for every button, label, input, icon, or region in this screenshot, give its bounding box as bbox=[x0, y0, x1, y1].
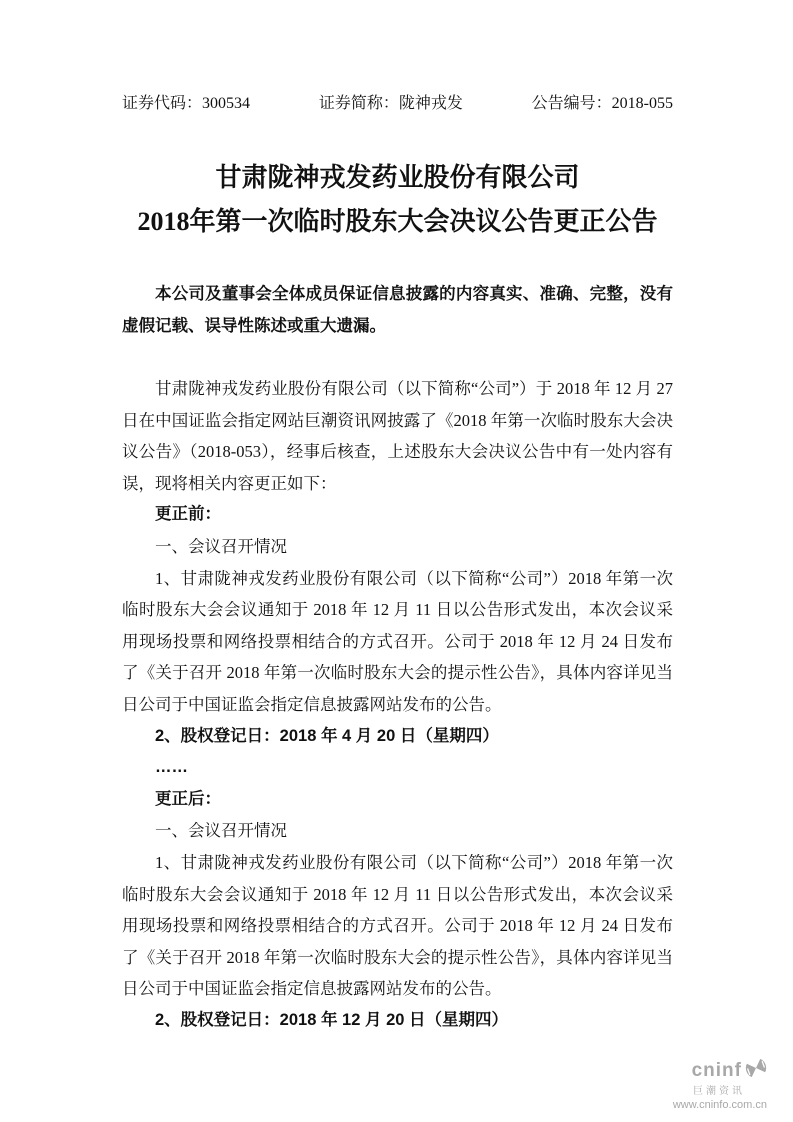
title-line-2: 2018年第一次临时股东大会决议公告更正公告 bbox=[137, 207, 658, 236]
paragraph-meeting-details-before: 1、甘肃陇神戎发药业股份有限公司（以下简称“公司”）2018 年第一次临时股东大会会议通知于 2018 年 12 月 11 日以公告形式发出，本次会议采用现场投票和网络投票相结合的方式召开。公司于 2018 年 12 月 24 日发布了《关于召开 2018 年第一次临时股东大会的提示性公告》，具体内容详见当日公司于中国证监会指定信息披露网站发布的公告。 bbox=[122, 568, 673, 714]
cninfo-logo bbox=[673, 1057, 767, 1112]
paragraph-meeting-details-after: 1、甘肃陇神戎发药业股份有限公司（以下简称“公司”）2018 年第一次临时股东大会会议通知于 2018 年 12 月 11 日以公告形式发出，本次会议采用现场投票和网络投票相结合的方式召开。公司于 2018 年 12 月 24 日发布了《关于召开 2018 年第一次临时股东大会的提示性公告》，具体内容详见当日公司于中国证监会指定信息披露网站发布的公告。 bbox=[122, 852, 673, 999]
ellipsis-separator: …… bbox=[155, 758, 188, 777]
record-date-before: 2、股权登记日：2018 年 4 月 20 日（星期四） bbox=[155, 726, 499, 745]
cninfo-chinese-name: 巨潮资讯 bbox=[693, 1085, 745, 1097]
title-line-1: 甘肃陇神戎发药业股份有限公司 bbox=[215, 163, 580, 192]
stock-code: 证券代码：300534 bbox=[122, 95, 251, 112]
cninfo-swirl-icon bbox=[745, 1057, 767, 1084]
subheading-meeting-info-before: 一、会议召开情况 bbox=[155, 536, 287, 556]
subheading-meeting-info-after: 一、会议召开情况 bbox=[155, 821, 287, 841]
record-date-after: 2、股权登记日：2018 年 12 月 20 日（星期四） bbox=[155, 1010, 509, 1029]
cninfo-brand-text: cninf bbox=[691, 1060, 742, 1082]
document-content bbox=[122, 0, 673, 1036]
document-body bbox=[122, 373, 673, 1036]
stock-short-name: 证券简称：陇神戎发 bbox=[318, 95, 463, 112]
announcement-number: 公告编号：2018-055 bbox=[531, 95, 673, 112]
document-header bbox=[122, 94, 673, 114]
cninfo-brand-row bbox=[673, 1057, 767, 1084]
cninfo-url: www.cninfo.com.cn bbox=[672, 1099, 767, 1112]
section-heading-after-correction: 更正后： bbox=[155, 789, 221, 808]
paragraph-intro: 甘肃陇神戎发药业股份有限公司（以下简称“公司”）于 2018 年 12 月 27 日在中国证监会指定网站巨潮资讯网披露了《2018 年第一次临时股东大会决议公告》（2018-053），经事后核查，上述股东大会决议公告中有一处内容有误，现将相关内容更正如下： bbox=[122, 379, 673, 493]
document-title bbox=[122, 156, 673, 244]
disclaimer-statement: 本公司及董事会全体成员保证信息披露的内容真实、准确、完整，没有虚假记载、误导性陈述或重大遗漏。 bbox=[122, 285, 673, 335]
section-heading-before-correction: 更正前： bbox=[155, 505, 221, 524]
